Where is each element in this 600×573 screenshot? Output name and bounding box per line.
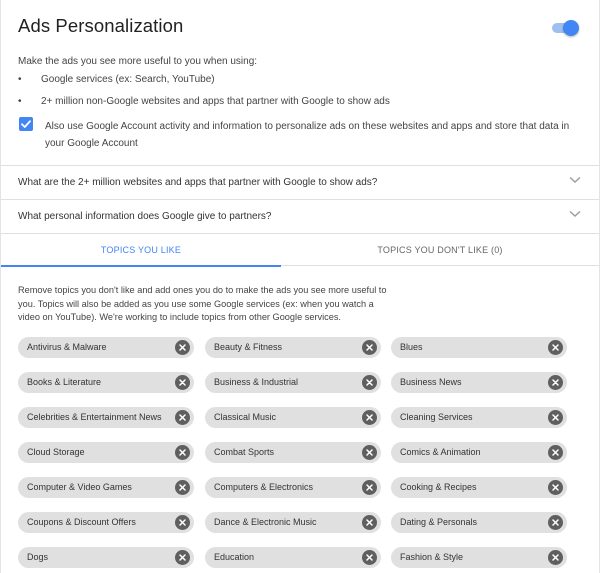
- topic-label: Dating & Personals: [400, 517, 478, 527]
- close-circle-icon[interactable]: [175, 480, 190, 495]
- close-circle-icon[interactable]: [175, 445, 190, 460]
- bullet-dot: •: [18, 74, 22, 85]
- topic-chip[interactable]: [18, 547, 194, 568]
- chevron-down-icon: [569, 210, 581, 218]
- topic-label: Books & Literature: [27, 377, 102, 387]
- chevron-down-icon: [569, 176, 581, 184]
- faq-question: What are the 2+ million websites and apps that partner with Google to show ads?: [18, 177, 378, 188]
- topic-label: Business & Industrial: [214, 377, 299, 387]
- close-circle-icon[interactable]: [362, 340, 377, 355]
- close-circle-icon[interactable]: [548, 550, 563, 565]
- topic-chip[interactable]: [18, 512, 194, 533]
- intro-text: Make the ads you see more useful to you when using:: [18, 56, 258, 67]
- close-circle-icon[interactable]: [548, 445, 563, 460]
- topic-label: Cooking & Recipes: [400, 482, 477, 492]
- topic-chip[interactable]: [391, 337, 567, 358]
- topic-label: Computer & Video Games: [27, 482, 132, 492]
- close-circle-icon[interactable]: [548, 340, 563, 355]
- topic-chip[interactable]: [205, 407, 381, 428]
- topic-label: Fashion & Style: [400, 552, 464, 562]
- close-circle-icon[interactable]: [362, 515, 377, 530]
- topic-chip[interactable]: [18, 337, 194, 358]
- close-circle-icon[interactable]: [362, 445, 377, 460]
- close-circle-icon[interactable]: [362, 375, 377, 390]
- close-circle-icon[interactable]: [362, 410, 377, 425]
- close-circle-icon[interactable]: [548, 515, 563, 530]
- check-icon: [20, 118, 32, 130]
- close-circle-icon[interactable]: [175, 410, 190, 425]
- topic-label: Dance & Electronic Music: [214, 517, 317, 527]
- topic-label: Comics & Animation: [400, 447, 481, 457]
- topics-tabs: [1, 233, 599, 266]
- close-circle-icon[interactable]: [175, 375, 190, 390]
- topic-chip[interactable]: [391, 442, 567, 463]
- topic-label: Antivirus & Malware: [27, 342, 107, 352]
- close-circle-icon[interactable]: [175, 550, 190, 565]
- topic-chip[interactable]: [18, 407, 194, 428]
- topic-label: Education: [214, 552, 255, 562]
- topic-label: Business News: [400, 377, 462, 387]
- topic-label: Classical Music: [214, 412, 277, 422]
- ads-personalization-section: [1, 0, 599, 165]
- topic-label: Blues: [400, 342, 423, 352]
- checkbox-label: Also use Google Account activity and information to personalize ads on these websites and apps and store that data in your Google Account: [45, 121, 570, 149]
- close-circle-icon[interactable]: [548, 375, 563, 390]
- topic-chip[interactable]: [391, 547, 567, 568]
- topic-chip[interactable]: [391, 512, 567, 533]
- topics-description: Remove topics you don't like and add ones you do to make the ads you see more useful to you. Topics will also be added as you use some Google services (ex: when you watch a video on YouTube). We're working to include topics from other Google services.: [18, 285, 387, 322]
- bullet-text: 2+ million non-Google websites and apps that partner with Google to show ads: [41, 96, 390, 107]
- topic-label: Cloud Storage: [27, 447, 85, 457]
- ads-personalization-toggle[interactable]: [552, 20, 579, 36]
- toggle-switch-icon: [563, 20, 579, 36]
- close-circle-icon[interactable]: [548, 410, 563, 425]
- topic-label: Beauty & Fitness: [214, 342, 283, 352]
- topic-chip[interactable]: [391, 407, 567, 428]
- bullet-dot: •: [18, 96, 22, 107]
- topic-label: Dogs: [27, 552, 49, 562]
- topic-chip[interactable]: [205, 337, 381, 358]
- close-circle-icon[interactable]: [175, 340, 190, 355]
- page-title: Ads Personalization: [18, 15, 184, 36]
- topic-label: Celebrities & Entertainment News: [27, 412, 162, 422]
- topic-chip[interactable]: [205, 372, 381, 393]
- tab-topics-you-dont-like[interactable]: TOPICS YOU DON'T LIKE (0): [377, 245, 503, 255]
- topic-chip[interactable]: [205, 477, 381, 498]
- topic-chip[interactable]: [18, 372, 194, 393]
- topic-label: Combat Sports: [214, 447, 275, 457]
- faq-personal-information[interactable]: [1, 199, 599, 233]
- close-circle-icon[interactable]: [362, 550, 377, 565]
- topic-chip[interactable]: [18, 442, 194, 463]
- topic-label: Coupons & Discount Offers: [27, 517, 136, 527]
- faq-question: What personal information does Google give to partners?: [18, 211, 272, 222]
- close-circle-icon[interactable]: [175, 515, 190, 530]
- topic-label: Cleaning Services: [400, 412, 473, 422]
- topic-label: Computers & Electronics: [214, 482, 314, 492]
- topic-chip[interactable]: [205, 512, 381, 533]
- topic-chip[interactable]: [205, 442, 381, 463]
- topic-chip[interactable]: [391, 372, 567, 393]
- close-circle-icon[interactable]: [548, 480, 563, 495]
- tab-topics-you-like[interactable]: TOPICS YOU LIKE: [1, 234, 281, 266]
- bullet-text: Google services (ex: Search, YouTube): [41, 74, 215, 85]
- topic-chip[interactable]: [391, 477, 567, 498]
- account-activity-checkbox[interactable]: [19, 117, 33, 131]
- topic-chip[interactable]: [205, 547, 381, 568]
- topic-chip[interactable]: [18, 477, 194, 498]
- faq-partners-websites[interactable]: [1, 165, 599, 199]
- close-circle-icon[interactable]: [362, 480, 377, 495]
